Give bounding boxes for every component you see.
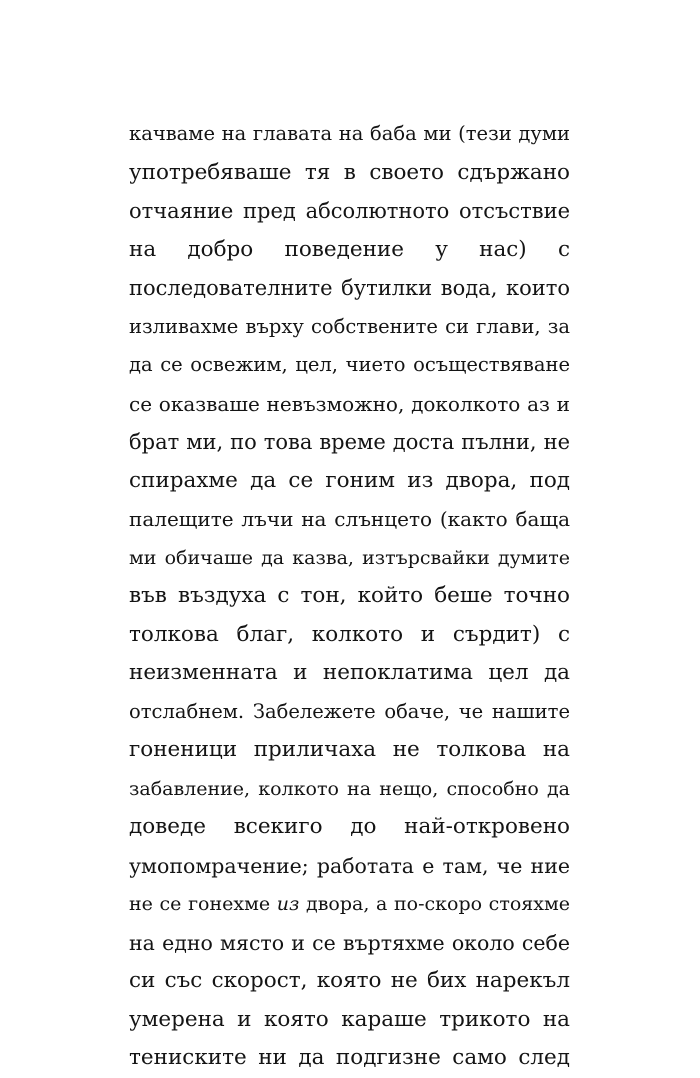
text-line-13: във въздуха с тон, който беше точно [129, 583, 570, 608]
text-line-4: на добро поведение у нас) с [129, 236, 570, 262]
text-line-21-start: не се гонехме [129, 893, 277, 915]
text-line-18: забавление, колкото на нещо, способно да [129, 777, 570, 800]
text-line-20: умопомрачение; работата е там, че ние [129, 853, 570, 878]
emphasized-word: из [276, 893, 300, 915]
text-line-24: умерена и която караше трикото на [129, 1006, 570, 1032]
text-line-21 [129, 885, 570, 924]
body-text [129, 115, 570, 1078]
text-line-3: отчаяние пред абсолютното отсъствие [129, 199, 570, 223]
text-line-11: палещите лъчи на слънцето (както баща [129, 507, 570, 531]
text-line-6: изливахме върху собствените си глави, за [129, 314, 570, 338]
text-line-25: тениските ни да подгизне само след [129, 1045, 570, 1070]
text-line-14: толкова благ, колкото и сърдит) с [129, 621, 570, 647]
text-line-17: гоненици приличаха не толкова на [129, 737, 570, 762]
text-line-23: си със скорост, която не бих нарекъл [129, 968, 570, 993]
text-line-8: се оказваше невъзможно, доколкото аз и [129, 391, 570, 416]
text-line-2: употребяваше тя в своето сдържано [129, 159, 570, 185]
text-line-10: спирахме да се гоним из двора, под [129, 467, 570, 493]
text-line-1: качваме на главата на баба ми (тези думи [129, 122, 570, 145]
text-line-22: на едно място и се въртяхме около себе [129, 930, 570, 955]
text-line-7: да се освежим, цел, чието осъществяване [129, 353, 570, 376]
text-line-19: доведе всекиго до най-откровено [129, 814, 570, 839]
text-line-5: последователните бутилки вода, които [129, 276, 570, 300]
text-line-15: неизменната и непоклатима цел да [129, 660, 570, 685]
text-line-12: ми обичаше да казва, изтърсвайки думите [129, 546, 570, 569]
text-line-21-end: двора, а по-скоро стояхме [299, 893, 570, 915]
text-line-16: отслабнем. Забележете обаче, че нашите [129, 699, 570, 723]
text-line-9: брат ми, по това време доста пълни, не [129, 430, 570, 454]
